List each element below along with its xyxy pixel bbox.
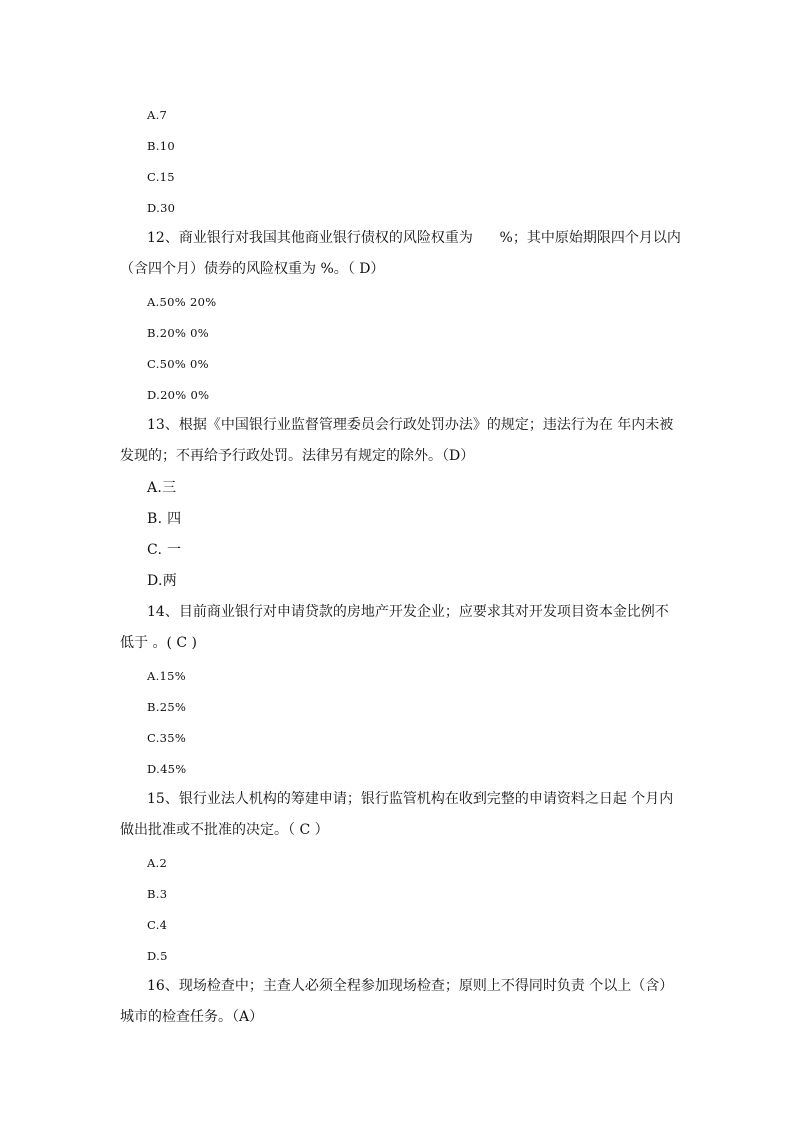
option-b: B.20% 0%: [147, 326, 209, 340]
question-14-line-2: 低于 。( C ): [120, 635, 197, 651]
question-12-line-2: （含四个月）债券的风险权重为 %。（ D）: [120, 261, 385, 277]
option-b: B.25%: [147, 700, 187, 714]
option-d: D.20% 0%: [147, 388, 210, 402]
question-13-line-2: 发现的；不再给予行政处罚。法律另有规定的除外。（D）: [120, 448, 475, 464]
option-c: C.4: [147, 918, 168, 932]
option-c: C.35%: [147, 731, 187, 745]
question-15-line-1: 15、银行业法人机构的筹建申请；银行监管机构在收到完整的申请资料之日起 个月内: [147, 791, 674, 807]
option-b: B.3: [147, 887, 168, 901]
question-15-line-2: 做出批准或不批准的决定。（ C ）: [120, 822, 329, 838]
question-16-line-1: 16、现场检查中；主查人必须全程参加现场检查；原则上不得同时负责 个以上（含）: [147, 978, 674, 994]
option-d: D.5: [147, 949, 168, 963]
option-c: C.50% 0%: [147, 357, 209, 371]
option-d: D.30: [147, 201, 176, 215]
option-b: B. 四: [147, 511, 182, 527]
option-d: D.45%: [147, 762, 187, 776]
question-13-line-1: 13、根据《中国银行业监督管理委员会行政处罚办法》的规定；违法行为在 年内未被: [147, 417, 674, 433]
option-a: A.15%: [147, 669, 187, 683]
option-a: A.2: [147, 856, 168, 870]
option-c: C.15: [147, 170, 175, 184]
option-a: A.7: [147, 108, 168, 122]
option-a: A.50% 20%: [147, 295, 217, 309]
question-12-line-1: 12、商业银行对我国其他商业银行债权的风险权重为 %；其中原始期限四个月以内: [147, 230, 681, 246]
option-b: B.10: [147, 139, 175, 153]
option-a: A.三: [147, 480, 177, 496]
option-c: C. 一: [147, 542, 182, 558]
question-16-line-2: 城市的检查任务。（A）: [120, 1009, 264, 1025]
question-14-line-1: 14、目前商业银行对申请贷款的房地产开发企业；应要求其对开发项目资本金比例不: [147, 604, 669, 620]
option-d: D.两: [147, 573, 178, 589]
